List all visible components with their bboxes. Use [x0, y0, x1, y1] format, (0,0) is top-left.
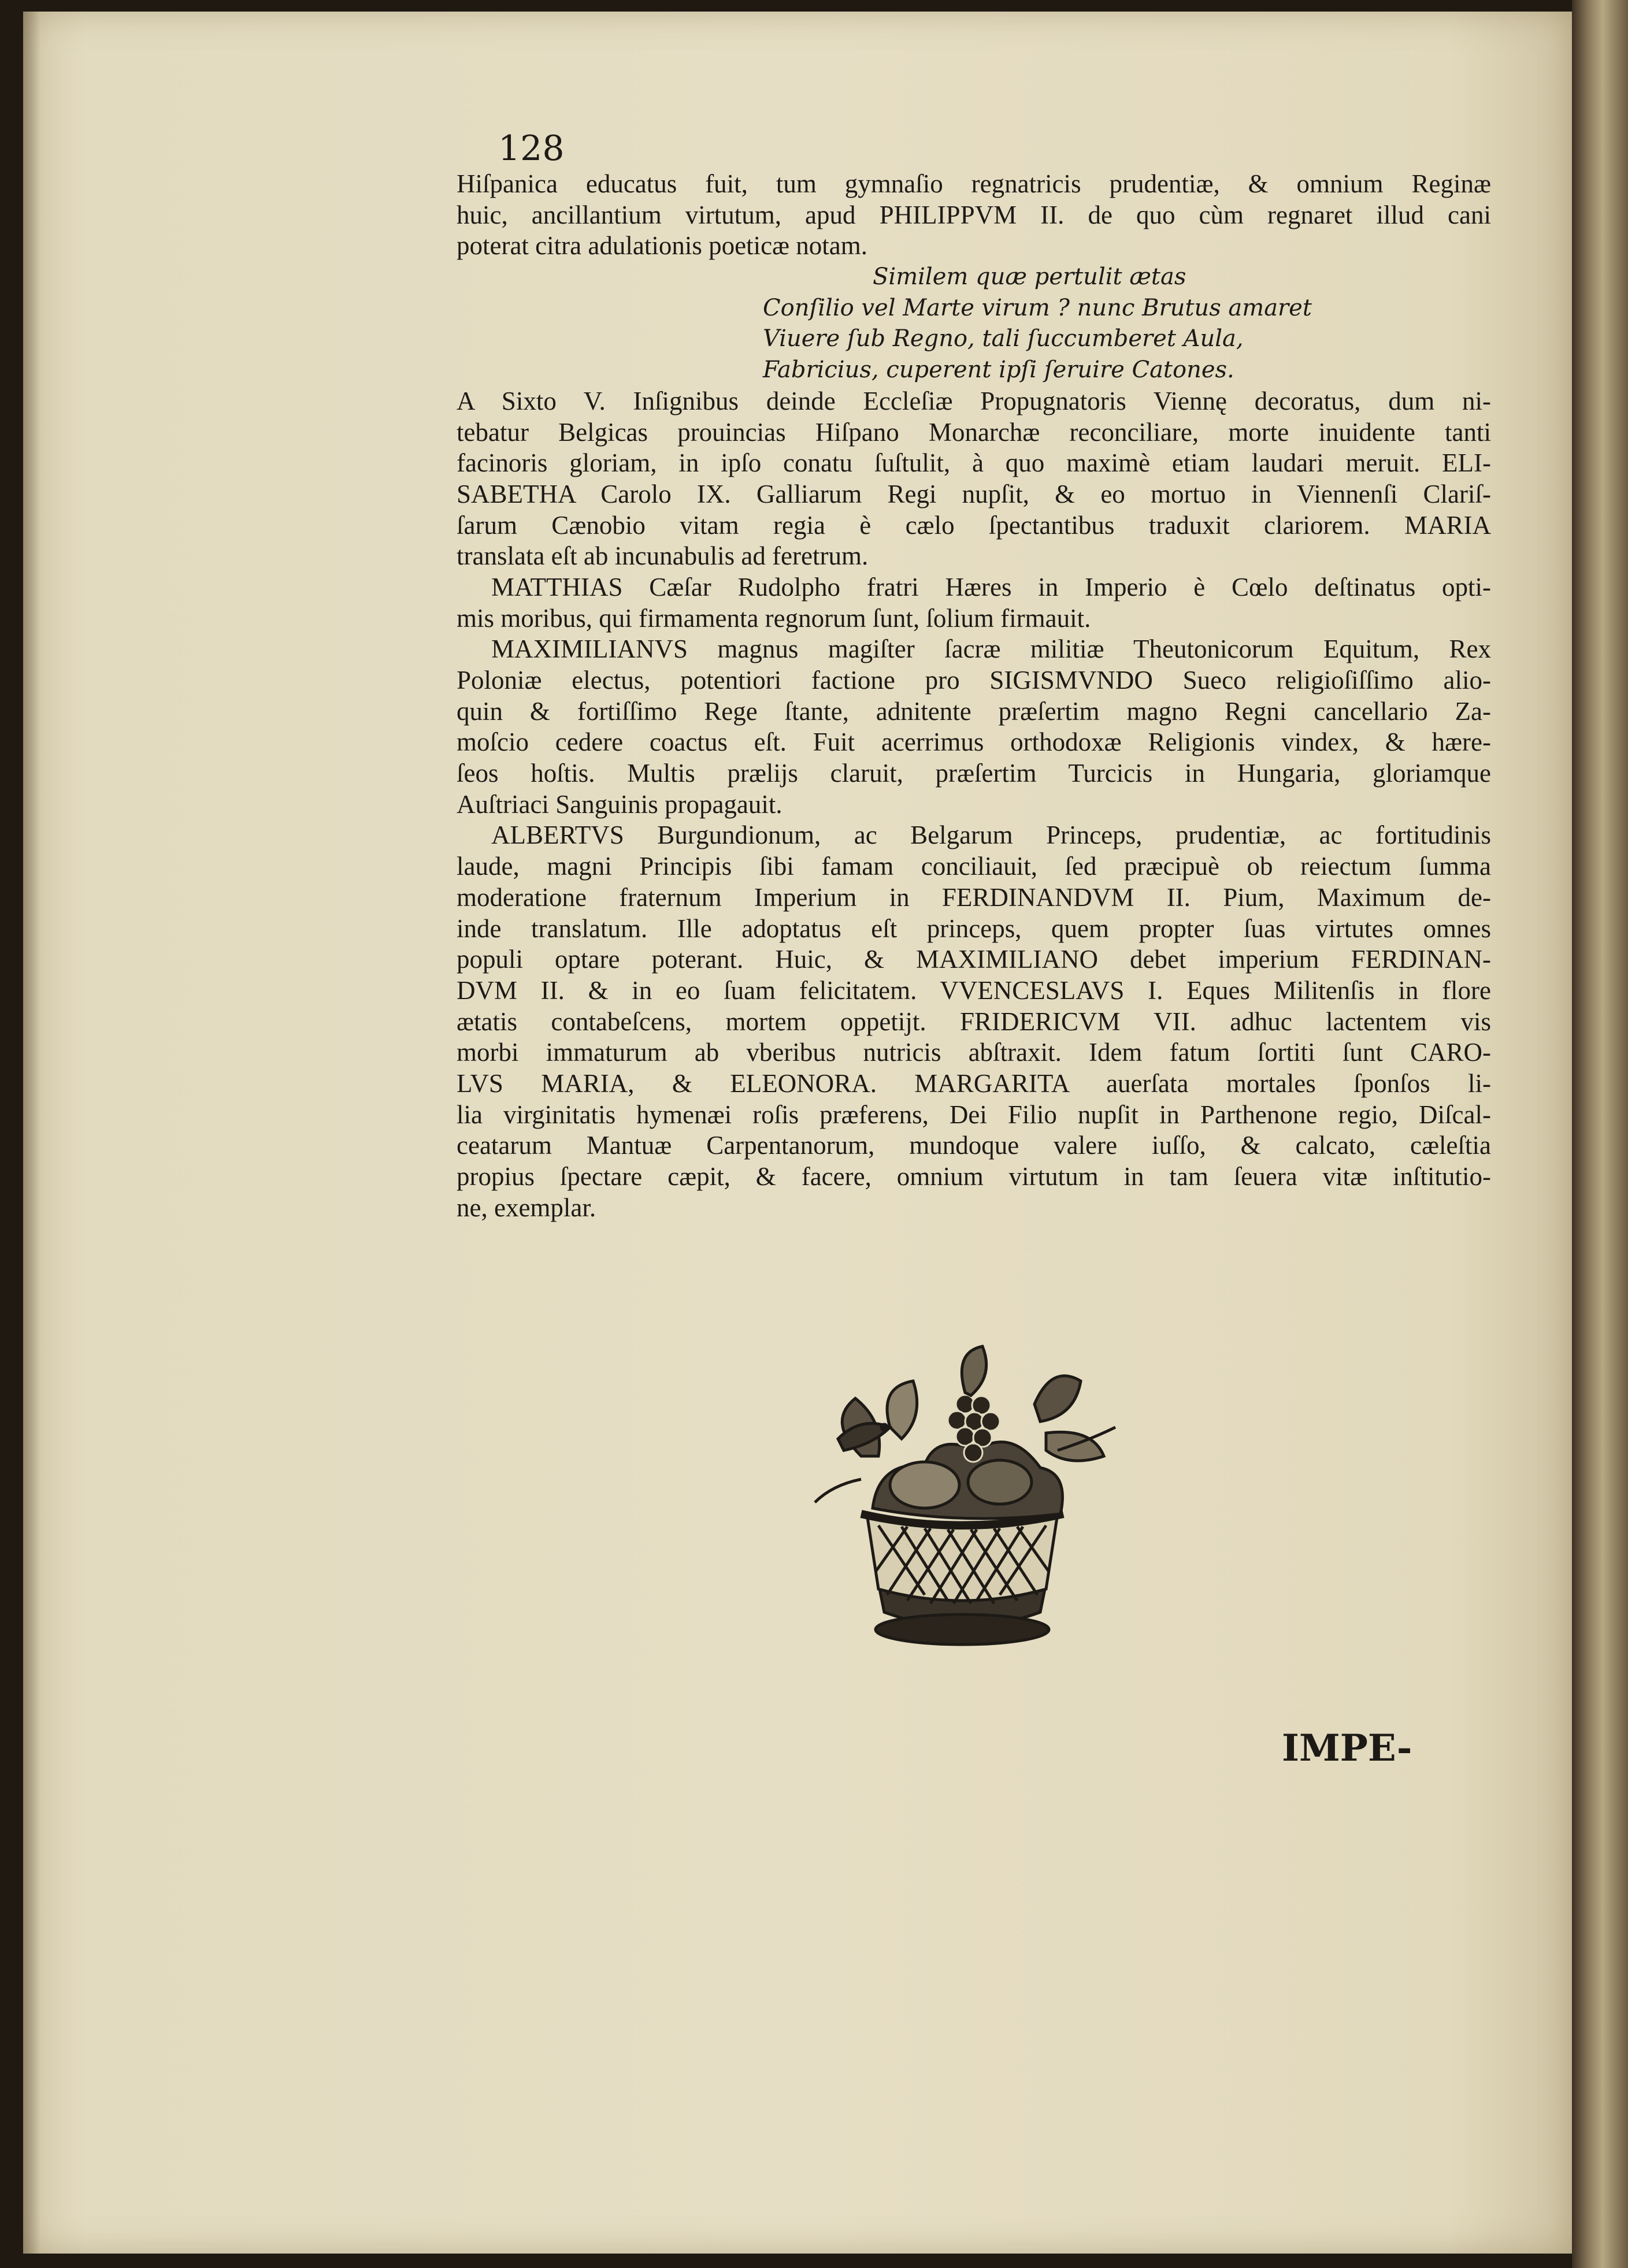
- text-line: MAXIMILIANVS magnus magiſter ſacræ militiæ Theutonicorum Equitum, Rex: [491, 634, 1491, 664]
- verse-line: Similem quæ pertulit ætas: [873, 263, 1186, 291]
- text-line: MATTHIAS Cæſar Rudolpho fratri Hæres in Imperio è Cœlo deſtinatus opti-: [491, 572, 1491, 602]
- text-line: LVS MARIA, & ELEONORA. MARGARITA auerſata mortales ſponſos li-: [457, 1068, 1491, 1098]
- verse-quotation: [457, 262, 1491, 386]
- text-line: propius ſpectare cæpit, & facere, omnium virtutum in tam ſeuera vitæ inſtitutio-: [457, 1162, 1491, 1191]
- text-line: Hiſpanica educatus fuit, tum gymnaſio regnatricis prudentiæ, & omnium Reginæ: [457, 169, 1491, 198]
- text-line: Auſtriaci Sanguinis propagauit.: [457, 789, 783, 819]
- text-line: translata eſt ab incunabulis ad feretrum.: [457, 541, 869, 571]
- text-line: Poloniæ electus, potentiori factione pro SIGISMVNDO Sueco religioſiſſimo alio-: [457, 666, 1491, 695]
- page-number: 128: [498, 128, 565, 169]
- text-line: poterat citra adulationis poeticæ notam.: [457, 231, 868, 261]
- text-line: huic, ancillantium virtutum, apud PHILIPPVM II. de quo cùm regnaret illud cani: [457, 200, 1491, 229]
- text-line: DVM II. & in eo ſuam felicitatem. VVENCESLAVS I. Eques Militenſis in flore: [457, 975, 1491, 1005]
- main-text-block: [457, 169, 1491, 1223]
- text-line: tebatur Belgicas prouincias Hiſpano Monarchæ reconciliare, morte inuidente tanti: [457, 417, 1491, 447]
- text-line: ne, exemplar.: [457, 1193, 596, 1222]
- text-line: ætatis contabeſcens, mortem oppetijt. FRIDERICVM VII. adhuc lactentem vis: [457, 1007, 1491, 1036]
- text-line: ſarum Cænobio vitam regia è cælo ſpectantibus traduxit clariorem. MARIA: [457, 510, 1491, 540]
- text-line: A Sixto V. Inſignibus deinde Eccleſiæ Propugnatoris Viennę decoratus, dum ni-: [457, 386, 1491, 415]
- opening-lines: [457, 169, 1491, 262]
- text-line: populi optare poterant. Huic, & MAXIMILIANO debet imperium FERDINAN-: [457, 945, 1491, 974]
- text-line: quin & fortiſſimo Rege ſtante, adnitente præſertim magno Regni cancellario Za-: [457, 696, 1491, 726]
- text-line: facinoris gloriam, in ipſo conatu ſuſtulit, à quo maximè etiam laudari meruit. ELI-: [457, 448, 1491, 478]
- text-line: SABETHA Carolo IX. Galliarum Regi nupſit, & eo mortuo in Viennenſi Clariſ-: [457, 479, 1491, 508]
- verse-line: Viuere ſub Regno, tali ſuccumberet Aula,: [763, 325, 1244, 352]
- paragraph-maximilianus: [457, 634, 1491, 820]
- gutter-shadow: [23, 12, 40, 2254]
- text-line: ceatarum Mantuæ Carpentanorum, mundoque valere iuſſo, & calcato, cæleſtia: [457, 1131, 1491, 1160]
- text-line: morbi immaturum ab vberibus nutricis abſtraxit. Idem fatum ſortiti ſunt CARO-: [457, 1038, 1491, 1067]
- paragraph-sixtus: [457, 386, 1491, 572]
- text-line: moderatione fraternum Imperium in FERDINANDVM II. Pium, Maximum de-: [457, 882, 1491, 912]
- text-line: ſeos hoſtis. Multis prælijs claruit, præſertim Turcicis in Hungaria, gloriamque: [457, 759, 1491, 788]
- text-line: inde translatum. Ille adoptatus eſt princeps, quem propter ſuas virtutes omnes: [457, 914, 1491, 943]
- facing-page-edge: [1572, 0, 1628, 2268]
- text-line: laude, magni Principis ſibi famam conciliauit, ſed præcipuè ob reiectum ſumma: [457, 852, 1491, 881]
- text-line: moſcio cedere coactus eſt. Fuit acerrimus orthodoxæ Religionis vindex, & hære-: [457, 727, 1491, 757]
- text-line: lia virginitatis hymenæi roſis præferens, Dei Filio nupſit in Parthenone regio, Diſcal-: [457, 1100, 1491, 1129]
- verse-line: Fabricius, cuperent ipſi ſeruire Catones.: [763, 357, 1234, 384]
- verse-line: Conſilio vel Marte virum ? nunc Brutus amaret: [763, 294, 1312, 321]
- paragraph-albertus: [457, 820, 1491, 1223]
- text-line: mis moribus, qui firmamenta regnorum ſunt, ſolium firmauit.: [457, 603, 1091, 633]
- paragraph-matthias: [457, 572, 1491, 634]
- catchword: IMPE-: [1282, 1727, 1412, 1770]
- text-line: ALBERTVS Burgundionum, ac Belgarum Princeps, prudentiæ, ac fortitudinis: [491, 821, 1491, 850]
- fruit-basket-woodcut-icon: [792, 1341, 1133, 1653]
